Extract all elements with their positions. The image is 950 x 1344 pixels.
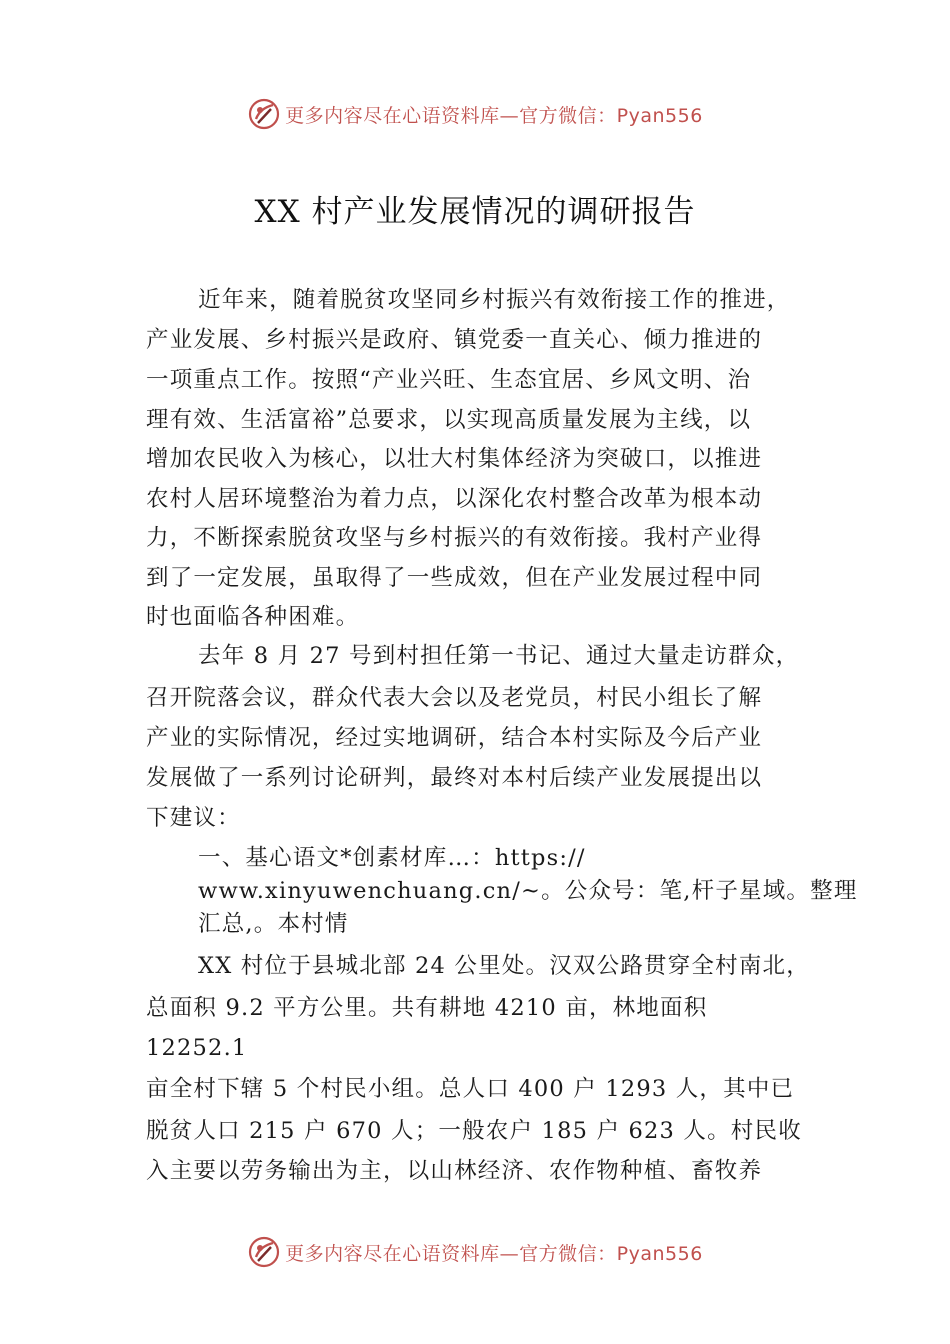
body-line: 下建议： xyxy=(146,805,241,831)
body-line: 农村人居环境整治为着力点，以深化农村整合改革为根本动 xyxy=(146,486,763,512)
footer-banner xyxy=(0,1232,950,1272)
body-line: 产业的实际情况，经过实地调研，结合本村实际及今后产业 xyxy=(146,725,763,751)
body-line: 脱贫人口 215 户 670 人；一般农户 185 户 623 人。村民收 xyxy=(146,1118,802,1144)
body-line: 到了一定发展，虽取得了一些成效，但在产业发展过程中同 xyxy=(146,565,763,591)
body-line: 汇总,。本村情 xyxy=(198,911,349,937)
body-line: www.xinyuwenchuang.cn/~。公众号：笔,杆子星域。整理 xyxy=(198,878,858,904)
body-line: XX 村位于县城北部 24 公里处。汉双公路贯穿全村南北， xyxy=(198,953,810,979)
body-line: 一、基心语文*创素材库…：https:// xyxy=(198,845,586,871)
body-line: 入主要以劳务输出为主，以山林经济、农作物种植、畜牧养 xyxy=(146,1158,763,1184)
body-line: 亩全村下辖 5 个村民小组。总人口 400 户 1293 人，其中已 xyxy=(146,1076,795,1102)
wechat-id: Pyan556 xyxy=(616,104,703,127)
banner-slogan: 更多内容尽在心语资料库—官方微信： xyxy=(285,1242,617,1265)
header-banner xyxy=(0,94,950,134)
body-line: 近年来，随着脱贫攻坚同乡村振兴有效衔接工作的推进， xyxy=(198,287,791,313)
logo-icon xyxy=(247,1235,281,1269)
body-line: 去年 8 月 27 号到村担任第一书记、通过大量走访群众， xyxy=(198,643,800,669)
banner-text xyxy=(285,1239,703,1266)
banner-slogan: 更多内容尽在心语资料库—官方微信： xyxy=(285,104,617,127)
body-line: 召开院落会议，群众代表大会以及老党员，村民小组长了解 xyxy=(146,685,763,711)
body-line: 总面积 9.2 平方公里。共有耕地 4210 亩，林地面积 xyxy=(146,995,708,1021)
body-line: 增加农民收入为核心，以壮大村集体经济为突破口，以推进 xyxy=(146,446,763,472)
wechat-id: Pyan556 xyxy=(616,1242,703,1265)
body-line: 力，不断探索脱贫攻坚与乡村振兴的有效衔接。我村产业得 xyxy=(146,525,763,551)
body-line: 理有效、生活富裕”总要求，以实现高质量发展为主线，以 xyxy=(146,407,752,433)
body-line: 12252.1 xyxy=(146,1035,248,1061)
body-line: 产业发展、乡村振兴是政府、镇党委一直关心、倾力推进的 xyxy=(146,327,763,353)
body-line: 发展做了一系列讨论研判，最终对本村后续产业发展提出以 xyxy=(146,765,763,791)
logo-icon xyxy=(247,97,281,131)
banner-text xyxy=(285,101,703,128)
body-line: 一项重点工作。按照“产业兴旺、生态宜居、乡风文明、治 xyxy=(146,367,752,393)
document-title: XX 村产业发展情况的调研报告 xyxy=(254,194,696,230)
body-line: 时也面临各种困难。 xyxy=(146,604,360,630)
